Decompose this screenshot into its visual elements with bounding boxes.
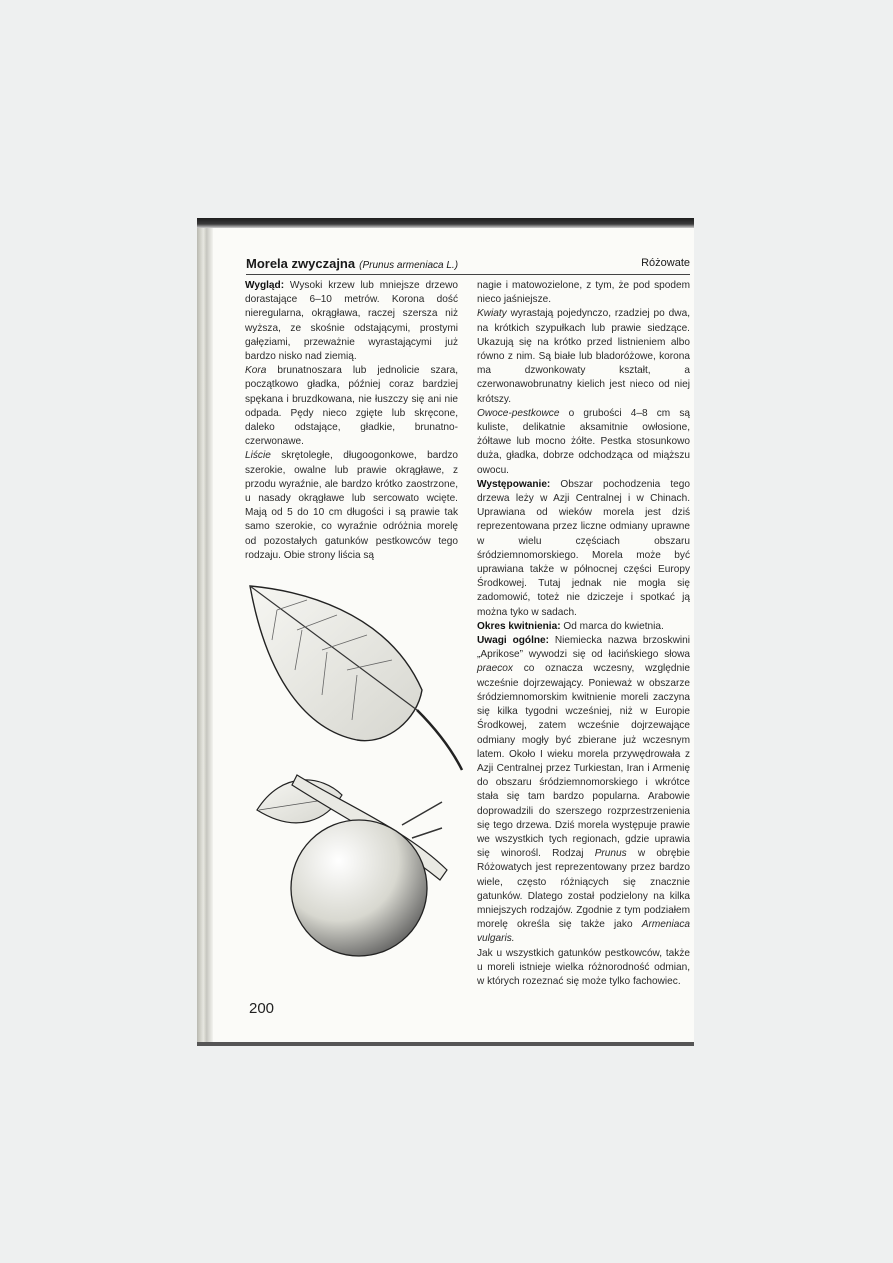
page-header [246,256,690,275]
label-bark: Kora [245,365,267,377]
text-flowers: wyrastają pojedynczo, rzadziej po dwa, na krótkich szypułkach lub prawie siedzące. Ukazują się na krótko przed listnieniem albo równo z nim. Są białe lub bladoróżowe, korona ma dzwonkowaty kształt, a czerwonawobrunatny kielich jest nieco od niej krótszy. [477,308,690,405]
italic-armeniaca: Armeniaca vulgaris. [477,919,690,945]
fruit-branch-drawing [257,775,447,956]
paragraph-occurrence [477,478,690,620]
label-fruits: Owoce-pestkowce [477,407,560,419]
text-varieties: Jak u wszystkich gatunków pestkowców, także u moreli istnieje wielka różnorodność odmian, w których rozeznać się może tylko fachowiec. [477,947,690,987]
paragraph-bark [245,364,458,449]
species-title: Morela zwyczajna [246,256,356,271]
paragraph-leaves [245,449,458,563]
paragraph-varieties [477,947,690,990]
text-appearance: Wysoki krzew lub mniejsze drzewo dorastające 6–10 metrów. Korona dość nieregularna, okrągława, raczej szersza niż wyższa, ze skośnie odstającymi, prostymi gałęziami, przeważnie wyrastającymi już bardzo nisko nad ziemią. [245,280,458,363]
label-flowering: Okres kwitnienia: [477,620,561,632]
right-column [477,279,690,989]
book-page [197,218,694,1046]
text-notes-c: w obrębie Różowatych jest reprezentowany przez bardzo wiele, często różniących się znacznie gatunków. Dlatego został podzielony na kilka mniejszych rodzajów. Zgodnie z tym podziałem morelę określa się także jako [477,848,690,931]
label-occurrence: Występowanie: [477,478,551,490]
label-flowers: Kwiaty [477,308,507,320]
text-notes-a: Niemiecka nazwa brzoskwini „Aprikose” wywodzi się od łacińskiego słowa [477,635,690,661]
italic-praecox: praecox [477,663,513,675]
label-notes: Uwagi ogólne: [477,635,550,647]
latin-name: (Prunus armeniaca L.) [359,260,459,271]
family-name: Różowate [641,257,690,269]
paragraph-appearance [245,279,458,364]
leaf-drawing [250,586,462,770]
page-top-shadow [197,218,694,228]
label-leaves: Liście [245,450,271,462]
text-flowering: Od marca do kwietnia. [560,620,664,632]
text-leaves-cont: nagie i matowozielone, z tym, że pod spodem nieco jaśniejsze. [477,280,690,306]
label-appearance: Wygląd: [245,280,285,291]
page-number: 200 [249,1000,275,1017]
text-occurrence: Obszar pochodzenia tego drzewa leży w Azji Centralnej i w Chinach. Uprawiana od wieków morela jest dziś reprezentowana przez liczne odmiany uprawne w wielu częściach obszaru śródziemnomorskiego. Morela może być uprawiana także w północnej części Europy Środkowej. Tutaj jednak nie mogła się zadomowić, toteż nie dziczeje i spotkać ją można tyko w sadach. [477,478,690,618]
text-notes-b: co oznacza wczesny, względnie wcześnie dojrzewający. Ponieważ w obszarze śródziemnomorskim kwitnienie moreli zaczyna się kilka tygodni wcześniej, niż w Europie Środkowej, zatem wcześnie dojrzewające odmiany mogły być zbierane już wczesnym latem. Około I wieku morela przywędrowała z Azji Centralnej przez Turkiestan, Iran i Armenię do obszaru śródziemnomorskiego i wkrótce stała się tam bardzo popularna. Arabowie doprowadzili do szerszego rozprzestrzenienia się tego drzewa. Dziś morela występuje prawie we wszystkich tych regionach, gdzie uprawia się winorośl. Rodzaj [477,663,690,860]
paragraph-notes [477,634,690,946]
paragraph-flowering [477,620,690,634]
page-bottom-edge [197,1042,694,1046]
paragraph-leaves-cont [477,279,690,307]
text-leaves: skrętoległe, długoogonkowe, bardzo szerokie, owalne lub prawie okrągławe, z przodu wyraźnie, ale bardzo krótko zaostrzone, u nasady okrągławe lub sercowato wcięte. Mają od 5 do 10 cm długości i są prawie tak samo szerokie, co wyraźnie odróżnia morelę od pozostałych gatunków pestkowców tego rodzaju. Obie strony liścia są [245,450,458,561]
paragraph-flowers [477,307,690,406]
page-binding-edge [197,228,213,1046]
paragraph-fruits [477,407,690,478]
text-fruits: o grubości 4–8 cm są kuliste, delikatnie aksamitnie owłosione, żółtawe lub mocno żółte. Pestka stosunkowo duża, gładka, dobrze odchodząca od miąższu owocu. [477,407,690,476]
text-bark: brunatnoszara lub jednolicie szara, początkowo gładka, później coraz bardziej spękana i bruzdkowana, nie łuszczy się ani nie odpada. Pędy nieco zgięte lub skręcone, daleko odstające, gładkie, brunatno-czerwonawe. [245,365,458,448]
italic-prunus: Prunus [594,848,627,860]
left-column [245,279,458,563]
apricot-illustration [237,570,477,960]
